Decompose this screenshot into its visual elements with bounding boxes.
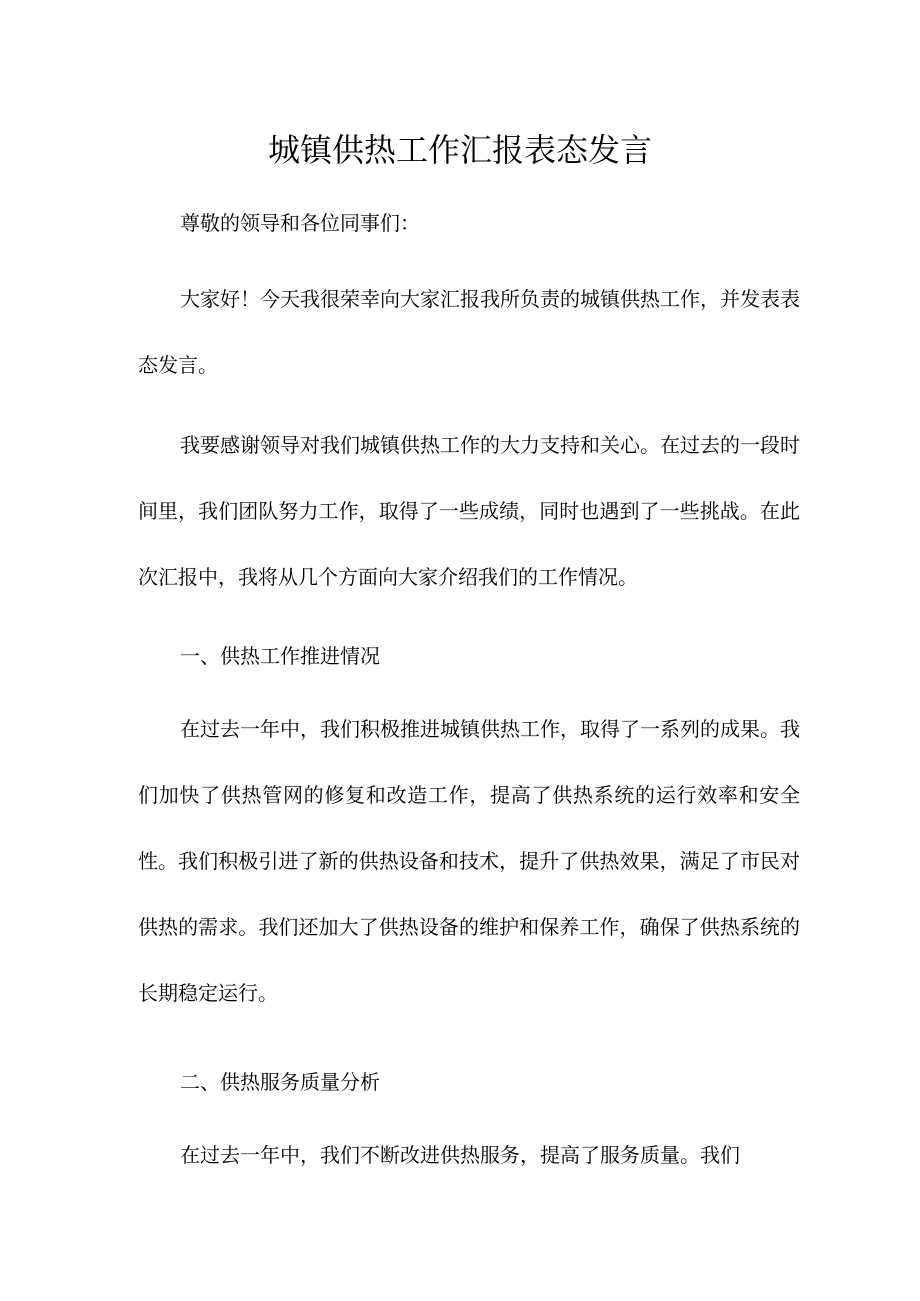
- document-title: 城镇供热工作汇报表态发言: [267, 131, 652, 169]
- paragraph-service: 在过去一年中，我们不断改进供热服务，提高了服务质量。我们: [180, 1143, 740, 1167]
- paragraph-progress: 在过去一年中，我们积极推进城镇供热工作，取得了一系列的成果。我们加快了供热管网的修复和改造工作，提高了供热系统的运行效率和安全性。我们积极引进了新的供热设备和技术，提升了供热效果，满足了市民对供热的需求。我们还加大了供热设备的维护和保养工作，确保了供热系统的长期稳定运行。: [138, 717, 800, 1005]
- salutation: 尊敬的领导和各位同事们：: [180, 211, 420, 235]
- section-heading-1: 一、供热工作推进情况: [180, 644, 380, 668]
- section-heading-2: 二、供热服务质量分析: [180, 1070, 380, 1094]
- paragraph-thanks: 我要感谢领导对我们城镇供热工作的大力支持和关心。在过去的一段时间里，我们团队努力工作，取得了一些成绩，同时也遇到了一些挑战。在此次汇报中，我将从几个方面向大家介绍我们的工作情况。: [138, 433, 800, 589]
- paragraph-greeting: 大家好！今天我很荣幸向大家汇报我所负责的城镇供热工作，并发表表态发言。: [138, 287, 800, 377]
